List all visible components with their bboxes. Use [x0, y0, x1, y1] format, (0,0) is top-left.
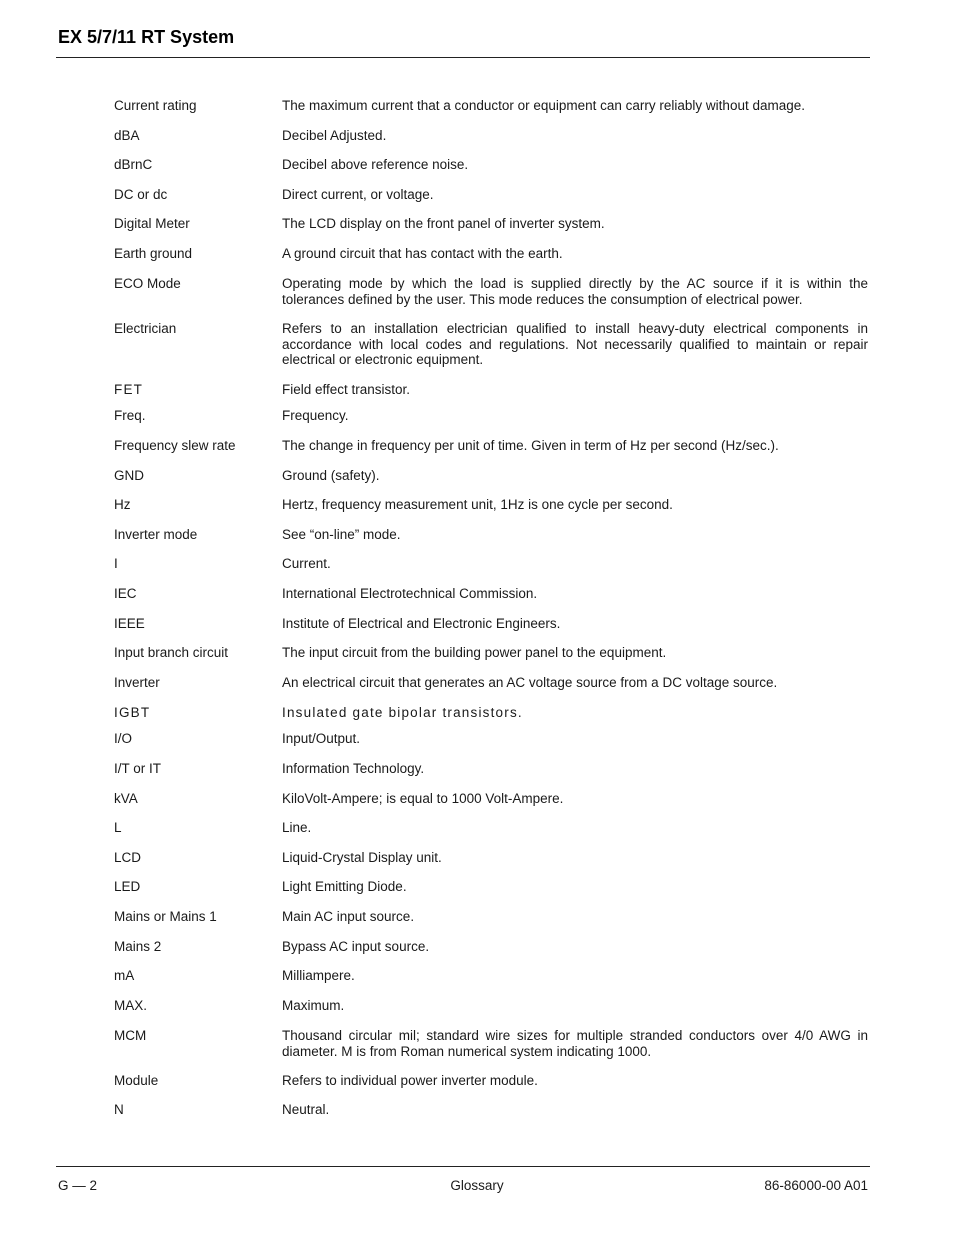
- glossary-term: IEEE: [114, 616, 145, 631]
- glossary-definition: Direct current, or voltage.: [282, 187, 434, 202]
- glossary-term: Hz: [114, 497, 131, 512]
- glossary-term: I: [114, 556, 118, 571]
- glossary-term: LED: [114, 879, 141, 894]
- glossary-definition: Refers to an installation electrician qualified to install heavy-duty electrical components in accordance with local codes and regulations. Not necessarily qualified to maintain or repair electrical or electronic equipment.: [282, 321, 868, 367]
- glossary-definition: A ground circuit that has contact with the earth.: [282, 246, 563, 261]
- glossary-definition: The change in frequency per unit of time. Given in term of Hz per second (Hz/sec.).: [282, 438, 779, 453]
- header-divider: [56, 57, 870, 58]
- glossary-definition: International Electrotechnical Commission.: [282, 586, 538, 601]
- glossary-term: N: [114, 1102, 124, 1117]
- glossary-term: IEC: [114, 586, 137, 601]
- glossary-definition: Refers to individual power inverter module.: [282, 1073, 538, 1088]
- glossary-definition: Institute of Electrical and Electronic Engineers.: [282, 616, 561, 631]
- glossary-definition: Insulated gate bipolar transistors.: [282, 705, 523, 720]
- glossary-term: dBA: [114, 128, 140, 143]
- glossary-definition: Bypass AC input source.: [282, 939, 430, 954]
- glossary-definition: The input circuit from the building power panel to the equipment.: [282, 645, 667, 660]
- section-name: Glossary: [450, 1178, 504, 1193]
- glossary-definition: Light Emitting Diode.: [282, 879, 407, 894]
- glossary-term: dBrnC: [114, 157, 153, 172]
- glossary-definition: Ground (safety).: [282, 468, 380, 483]
- page-title: EX 5/7/11 RT System: [58, 27, 235, 47]
- glossary-definition: Current.: [282, 556, 331, 571]
- glossary-definition: Hertz, frequency measurement unit, 1Hz is one cycle per second.: [282, 497, 673, 512]
- glossary-definition: Decibel Adjusted.: [282, 128, 387, 143]
- glossary-term: Inverter: [114, 675, 160, 690]
- glossary-definition: Information Technology.: [282, 761, 425, 776]
- glossary-term: MAX.: [114, 998, 148, 1013]
- glossary-definition: Frequency.: [282, 408, 349, 423]
- glossary-term: DC or dc: [114, 187, 168, 202]
- glossary-term: GND: [114, 468, 144, 483]
- glossary-definition: Maximum.: [282, 998, 345, 1013]
- glossary-definition: Thousand circular mil; standard wire sizes for multiple stranded conductors over 4/0 AWG in diameter. M is from Roman numerical system indicating 1000.: [282, 1028, 868, 1059]
- page-number: G — 2: [58, 1178, 98, 1193]
- glossary-definition: Liquid-Crystal Display unit.: [282, 850, 442, 865]
- glossary-term: Inverter mode: [114, 527, 198, 542]
- glossary-term: Earth ground: [114, 246, 193, 261]
- glossary-definition: Line.: [282, 820, 312, 835]
- glossary-definition: See “on-line” mode.: [282, 527, 401, 542]
- glossary-term: FET: [114, 382, 144, 397]
- glossary-definition: The LCD display on the front panel of inverter system.: [282, 216, 605, 231]
- glossary-definition: Main AC input source.: [282, 909, 415, 924]
- glossary-definition: An electrical circuit that generates an AC voltage source from a DC voltage source.: [282, 675, 778, 690]
- glossary-definition: KiloVolt-Ampere; is equal to 1000 Volt-Ampere.: [282, 791, 564, 806]
- document-number: 86-86000-00 A01: [764, 1178, 868, 1193]
- glossary-term: Input branch circuit: [114, 645, 229, 660]
- glossary-term: mA: [114, 968, 135, 983]
- glossary-definition: Input/Output.: [282, 731, 361, 746]
- glossary-definition: Milliampere.: [282, 968, 355, 983]
- glossary-term: Mains 2: [114, 939, 162, 954]
- glossary-term: Frequency slew rate: [114, 438, 236, 453]
- glossary-term: Module: [114, 1073, 159, 1088]
- footer-divider: [56, 1166, 870, 1167]
- glossary-term: LCD: [114, 850, 142, 865]
- glossary-term: kVA: [114, 791, 138, 806]
- glossary-term: Current rating: [114, 98, 197, 113]
- glossary-term: Electrician: [114, 321, 177, 336]
- glossary-term: L: [114, 820, 122, 835]
- glossary-definition: The maximum current that a conductor or equipment can carry reliably without damage.: [282, 98, 805, 113]
- glossary-definition: Field effect transistor.: [282, 382, 411, 397]
- glossary-definition: Operating mode by which the load is supplied directly by the AC source if it is within the tolerances defined by the user. This mode reduces the consumption of electrical power.: [282, 276, 868, 307]
- glossary-term: MCM: [114, 1028, 147, 1043]
- glossary-term: IGBT: [114, 705, 151, 720]
- glossary-term: Mains or Mains 1: [114, 909, 217, 924]
- glossary-definition: Decibel above reference noise.: [282, 157, 469, 172]
- glossary-term: I/O: [114, 731, 133, 746]
- glossary-term: Freq.: [114, 408, 146, 423]
- glossary-term: I/T or IT: [114, 761, 162, 776]
- glossary-term: ECO Mode: [114, 276, 181, 291]
- glossary-definition: Neutral.: [282, 1102, 330, 1117]
- glossary-term: Digital Meter: [114, 216, 190, 231]
